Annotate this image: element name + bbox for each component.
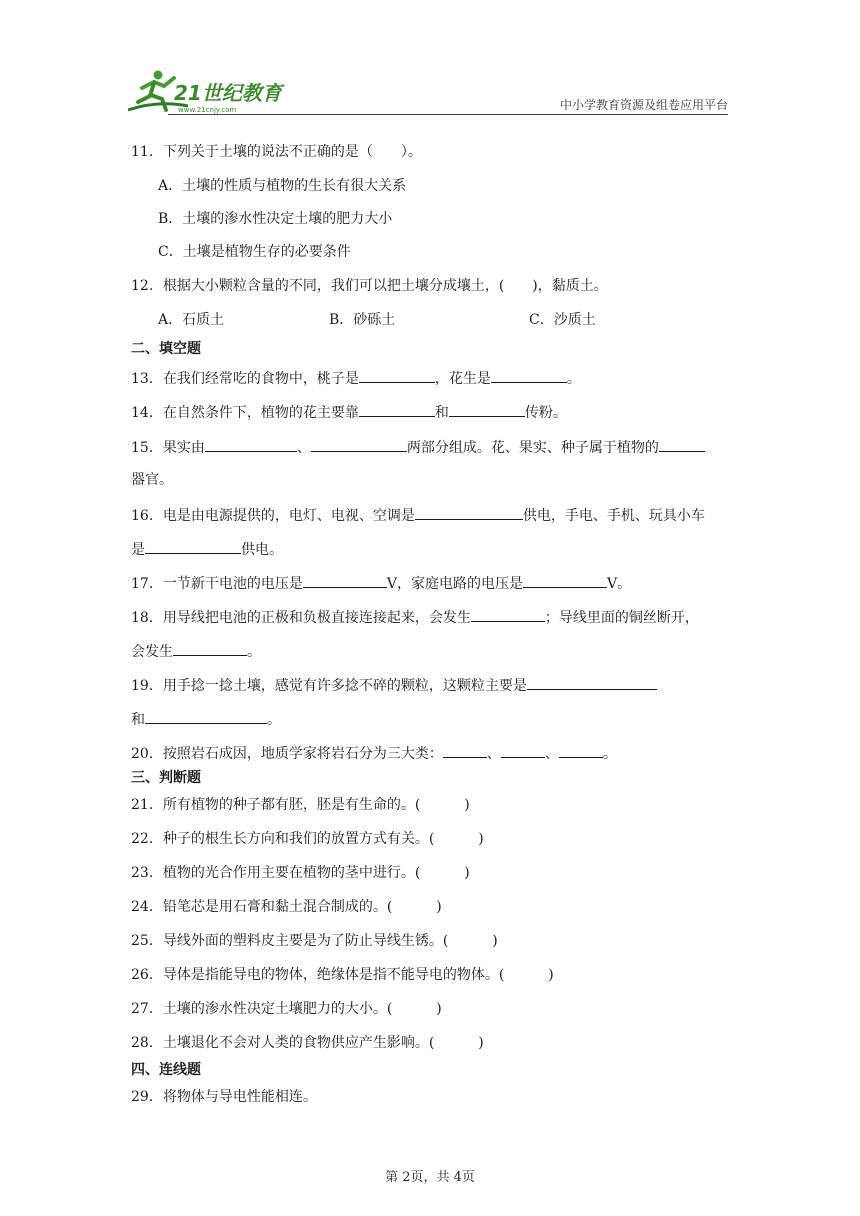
question-28: 28．土壤退化不会对人类的食物供应产生影响。( ) <box>131 1035 484 1051</box>
question-20 <box>131 742 617 764</box>
q12-option-c: C．沙质土 <box>529 312 596 328</box>
question-13 <box>131 367 581 389</box>
q20-text-end: 。 <box>602 746 617 762</box>
q20-text-a: 20．按照岩石成因，地质学家将岩石分为三大类： <box>131 746 443 762</box>
logo <box>128 66 298 116</box>
answer-blank[interactable] <box>359 401 435 417</box>
answer-blank[interactable] <box>659 436 705 452</box>
q13-text-c: 。 <box>566 371 581 387</box>
question-14 <box>131 401 567 423</box>
header-divider <box>168 114 728 115</box>
question-18 <box>131 606 699 628</box>
section-matching: 四、连线题 <box>131 1062 201 1078</box>
question-27: 27．土壤的渗水性决定土壤肥力的大小。( ) <box>131 1001 442 1017</box>
q14-text-b: 和 <box>434 405 449 421</box>
q17-text-b: V，家庭电路的电压是 <box>386 576 523 592</box>
q19-text-c: 。 <box>267 712 281 728</box>
answer-blank[interactable] <box>173 640 247 656</box>
question-25: 25．导线外面的塑料皮主要是为了防止导线生锈。( ) <box>131 933 498 949</box>
q20-sep: 、 <box>486 746 501 762</box>
question-24: 24．铅笔芯是用石膏和黏土混合制成的。( ) <box>131 899 442 915</box>
q15-text-c: 两部分组成。花、果实、种子属于植物的 <box>406 440 659 456</box>
q17-text-a: 17．一节新干电池的电压是 <box>131 576 303 592</box>
question-23: 23．植物的光合作用主要在植物的茎中进行。( ) <box>131 865 470 881</box>
question-16 <box>131 504 705 526</box>
q18-text-b: ；导线里面的铜丝断开， <box>544 610 699 626</box>
q14-text-a: 14．在自然条件下，植物的花主要靠 <box>131 405 359 421</box>
question-19-cont <box>131 708 281 730</box>
question-17 <box>131 572 631 594</box>
page-header <box>128 66 728 116</box>
q11-option-c: C．土壤是植物生存的必要条件 <box>158 244 351 260</box>
question-15-cont: 器官。 <box>131 472 173 488</box>
answer-blank[interactable] <box>205 436 297 452</box>
answer-blank[interactable] <box>443 742 487 758</box>
answer-blank[interactable] <box>311 436 407 452</box>
q16-text-a: 16．电是由电源提供的，电灯、电视、空调是 <box>131 508 415 524</box>
question-21: 21．所有植物的种子都有胚，胚是有生命的。( ) <box>131 797 470 813</box>
q17-text-c: V。 <box>606 576 632 592</box>
q15-text-a: 15．果实由 <box>131 440 205 456</box>
answer-blank[interactable] <box>491 367 567 383</box>
q11-option-b: B．土壤的渗水性决定土壤的肥力大小 <box>158 211 393 227</box>
q12-option-b: B．砂砾土 <box>329 312 396 328</box>
question-18-cont <box>131 640 261 662</box>
answer-blank[interactable] <box>449 401 525 417</box>
header-platform-text: 中小学教育资源及组卷应用平台 <box>559 98 728 112</box>
q18-text-a: 18．用导线把电池的正极和负极直接连接起来，会发生 <box>131 610 471 626</box>
q19-text-a: 19．用手捻一捻土壤，感觉有许多捻不碎的颗粒，这颗粒主要是 <box>131 678 527 694</box>
svg-text:www.21cnjy.com: www.21cnjy.com <box>178 106 237 114</box>
question-19 <box>131 674 657 696</box>
answer-blank[interactable] <box>471 606 545 622</box>
q16-text-d: 供电。 <box>241 542 283 558</box>
answer-blank[interactable] <box>501 742 545 758</box>
q13-text-a: 13．在我们经常吃的食物中，桃子是 <box>131 371 359 387</box>
answer-blank[interactable] <box>527 674 657 690</box>
section-fill-in: 二、填空题 <box>131 341 201 357</box>
question-11: 11．下列关于土壤的说法不正确的是（ ）。 <box>131 144 422 160</box>
svg-text:21世纪教育: 21世纪教育 <box>174 81 282 105</box>
answer-blank[interactable] <box>145 708 267 724</box>
answer-blank[interactable] <box>559 742 603 758</box>
section-true-false: 三、判断题 <box>131 770 201 786</box>
q19-text-b: 和 <box>131 712 145 728</box>
answer-blank[interactable] <box>359 367 435 383</box>
answer-blank[interactable] <box>415 504 523 520</box>
q13-text-b: ，花生是 <box>434 371 491 387</box>
question-22: 22．种子的根生长方向和我们的放置方式有关。( ) <box>131 831 484 847</box>
q14-text-c: 传粉。 <box>524 405 567 421</box>
question-26: 26．导体是指能导电的物体，绝缘体是指不能导电的物体。( ) <box>131 967 554 983</box>
q12-options <box>158 310 596 330</box>
question-15 <box>131 436 705 458</box>
q15-text-b: 、 <box>296 440 311 456</box>
q16-text-b: 供电，手电、手机、玩具小车 <box>522 508 705 524</box>
q12-option-a: A．石质土 <box>158 312 225 328</box>
q20-sep: 、 <box>544 746 559 762</box>
answer-blank[interactable] <box>523 572 607 588</box>
question-12: 12．根据大小颗粒含量的不同，我们可以把土壤分成壤土，( )，黏质土。 <box>131 278 608 294</box>
question-29: 29．将物体与导电性能相连。 <box>131 1089 317 1105</box>
q18-text-c: 会发生 <box>131 644 173 660</box>
q18-text-d: 。 <box>247 644 261 660</box>
q16-text-c: 是 <box>131 542 145 558</box>
q11-option-a: A．土壤的性质与植物的生长有很大关系 <box>158 178 407 194</box>
answer-blank[interactable] <box>145 538 241 554</box>
question-16-cont <box>131 538 283 560</box>
page-footer: 第 2页，共 4页 <box>385 1170 475 1185</box>
answer-blank[interactable] <box>303 572 387 588</box>
